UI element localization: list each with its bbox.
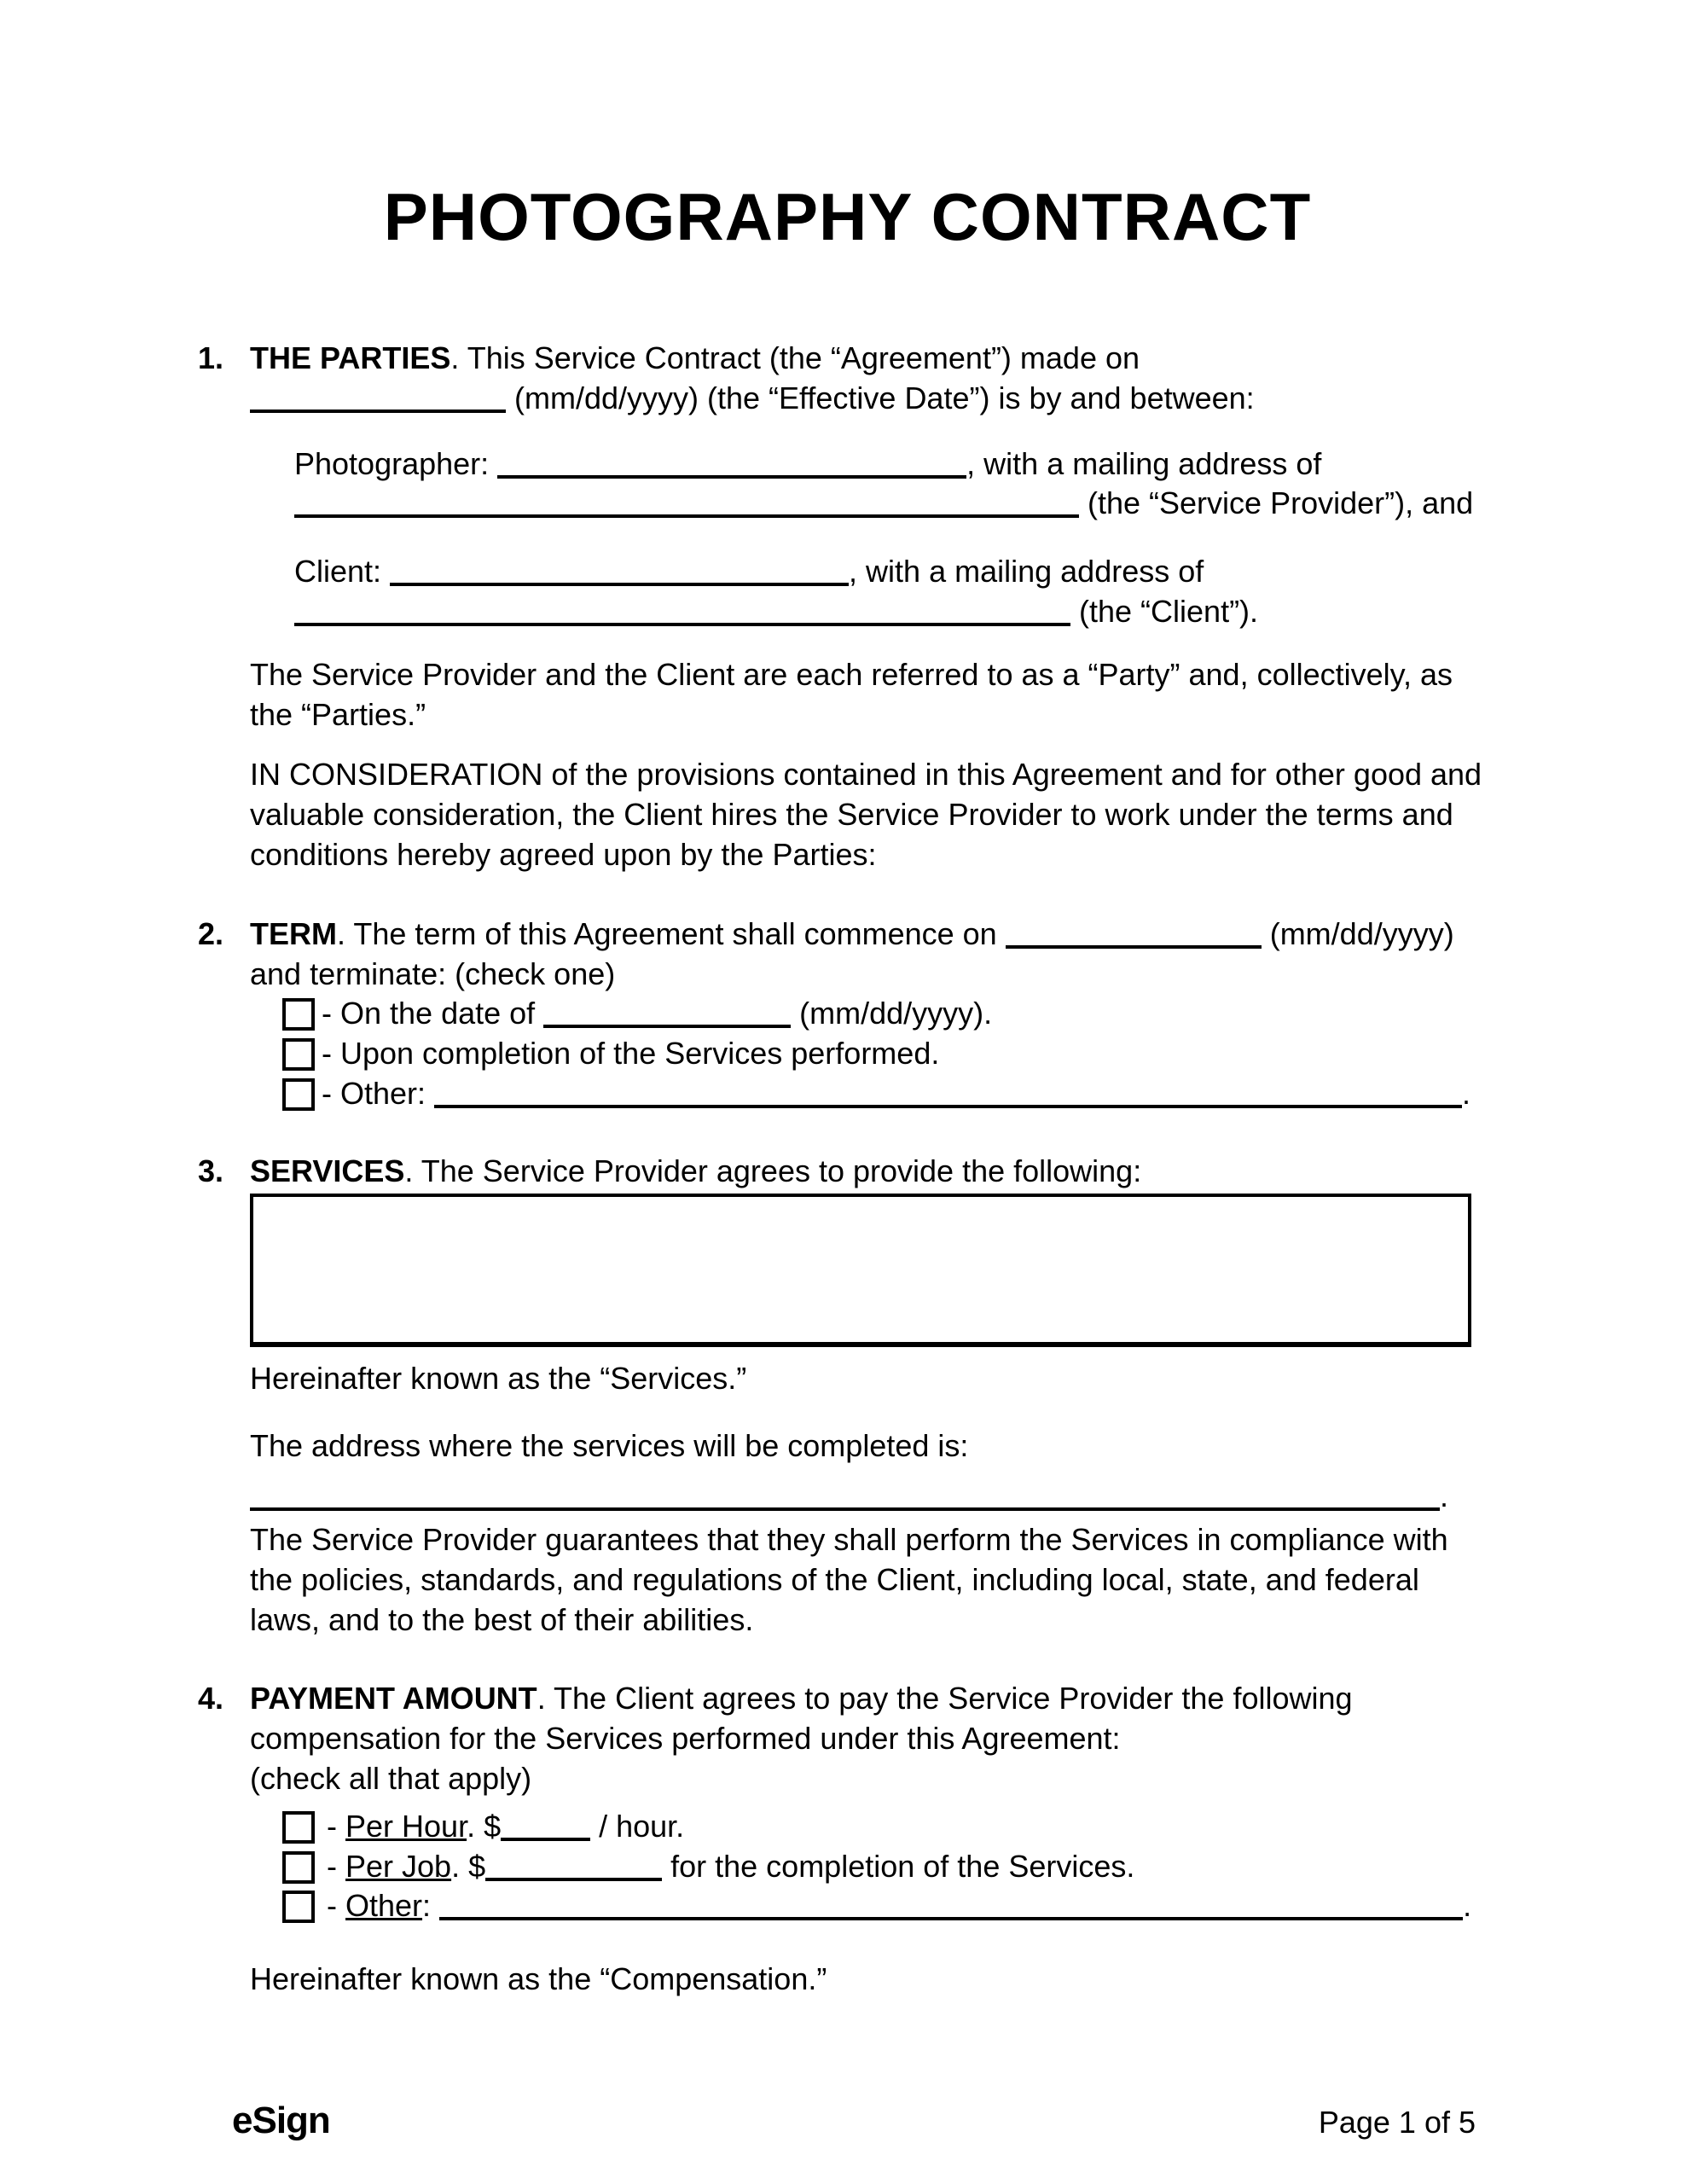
term-option-other [282,1074,1497,1114]
section-payment-number: 4. [198,1681,224,1716]
services-address-intro: The address where the services will be completed is: [250,1428,969,1464]
client-name-field[interactable] [390,557,849,586]
per-job-rate-field[interactable] [485,1852,662,1881]
parties-intro-text: . This Service Contract (the “Agreement”) made on [450,340,1140,375]
client-address-field[interactable] [294,597,1070,626]
photographer-line1 [294,444,1497,485]
section-services-number: 3. [198,1153,224,1188]
parties-intro-line1 [250,339,1497,379]
per-hour-rate-field[interactable] [501,1812,590,1841]
photographer-label: Photographer: [294,445,498,481]
payment-intro [250,1679,1497,1759]
term-end-date-field[interactable] [543,999,791,1028]
section-payment [198,1679,1497,2000]
term-intro-line2: and terminate: (check one) [250,956,616,991]
payment-intro-text: . The Client agrees to pay the Service Provider the following compensation for the Services performed under this Agreement: [250,1681,1353,1757]
payment-other-field[interactable] [439,1891,1463,1920]
payment-other-checkbox[interactable] [282,1891,315,1923]
client-after-name-text: , with a mailing address of [849,554,1204,590]
payment-other-dash: - [327,1888,345,1924]
payment-other-mid: : [422,1888,440,1924]
payment-option-per-hour [282,1807,1497,1847]
section-parties-title: THE PARTIES [250,340,451,375]
per-job-label: Per Job [345,1848,452,1884]
per-job-dash: - [327,1848,345,1884]
section-payment-title: PAYMENT AMOUNT [250,1681,537,1716]
consideration-clause: IN CONSIDERATION of the provisions contained in this Agreement and for other good and valuable consideration, the Client hires the Service Provider to work under the terms and conditions hereby agreed upon by the Parties: [250,757,1482,872]
services-guarantee-clause: The Service Provider guarantees that they shall perform the Services in compliance with the policies, standards, and regulations of the Client, including local, state, and federal laws, and to the best of their abilities. [250,1521,1448,1637]
page-footer [232,2096,1476,2145]
section-term-number: 2. [198,915,224,951]
page-title: PHOTOGRAPHY CONTRACT [383,179,1312,254]
client-after-address-text: (the “Client”). [1070,593,1259,629]
services-intro-text: . The Service Provider agrees to provide the following: [404,1153,1142,1188]
services-intro-line [250,1152,1497,1192]
services-description-box[interactable] [250,1194,1471,1347]
term-option-on-date [282,994,1497,1034]
section-services [198,1152,1497,1641]
per-hour-mid: . $ [467,1808,502,1844]
photographer-address-field[interactable] [294,489,1079,518]
section-parties-number: 1. [198,340,224,375]
per-hour-suffix: / hour. [590,1808,685,1844]
client-line1 [294,552,1497,592]
payment-other-label: Other [345,1888,423,1924]
services-address-suffix: . [1440,1478,1449,1514]
section-term [198,915,1497,1114]
payment-other-suffix: . [1463,1888,1472,1924]
payment-option-other [282,1886,1497,1926]
per-job-mid: . $ [451,1848,486,1884]
term-other-suffix: . [1462,1075,1471,1111]
term-on-date-suffix: (mm/dd/yyyy). [791,996,993,1031]
client-label: Client: [294,554,391,590]
photographer-after-address-text: (the “Service Provider”), and [1079,485,1474,521]
term-completion-checkbox[interactable] [282,1038,315,1071]
term-intro-line1 [250,915,1497,955]
services-address-field[interactable] [250,1482,1440,1511]
payment-per-hour-checkbox[interactable] [282,1811,315,1844]
term-other-field[interactable] [434,1079,1462,1108]
term-on-date-prefix: - On the date of [322,996,544,1031]
term-after-blank-text: (mm/dd/yyyy) [1261,915,1454,951]
payment-hereinafter: Hereinafter known as the “Compensation.” [250,1961,827,1997]
party-clause: The Service Provider and the Client are each referred to as a “Party” and, collectively, as the “Parties.” [250,656,1453,732]
payment-check-note: (check all that apply) [250,1760,532,1796]
page-indicator: Page 1 of 5 [1318,2104,1476,2140]
photographer-line2 [294,484,1497,524]
per-hour-label: Per Hour [345,1808,467,1844]
term-option-completion [282,1034,1497,1074]
parties-intro-line2-text: (mm/dd/yyyy) (the “Effective Date”) is by and between: [506,380,1255,415]
services-hereinafter: Hereinafter known as the “Services.” [250,1360,747,1396]
services-address-line [250,1477,1497,1517]
client-line2 [294,592,1497,632]
term-other-checkbox[interactable] [282,1078,315,1111]
term-commence-date-field[interactable] [1006,920,1262,949]
term-options [282,994,1497,1113]
per-job-suffix: for the completion of the Services. [662,1848,1135,1884]
term-on-date-checkbox[interactable] [282,998,315,1031]
section-term-title: TERM [250,915,337,951]
payment-per-job-checkbox[interactable] [282,1851,315,1884]
photographer-block [294,444,1497,525]
client-block [294,552,1497,632]
payment-options [282,1807,1497,1926]
esign-logo: eSign [232,2099,330,2141]
per-hour-dash: - [327,1808,345,1844]
section-parties [198,339,1497,875]
payment-option-per-job [282,1847,1497,1887]
term-completion-text: - Upon completion of the Services performed. [322,1036,940,1072]
term-intro-text: . The term of this Agreement shall commence on [337,915,1006,951]
photographer-after-name-text: , with a mailing address of [966,445,1322,481]
photographer-name-field[interactable] [497,450,966,479]
term-other-prefix: - Other: [322,1075,435,1111]
parties-intro-line2 [250,379,1497,419]
effective-date-field[interactable] [250,384,506,413]
section-services-title: SERVICES [250,1153,405,1188]
